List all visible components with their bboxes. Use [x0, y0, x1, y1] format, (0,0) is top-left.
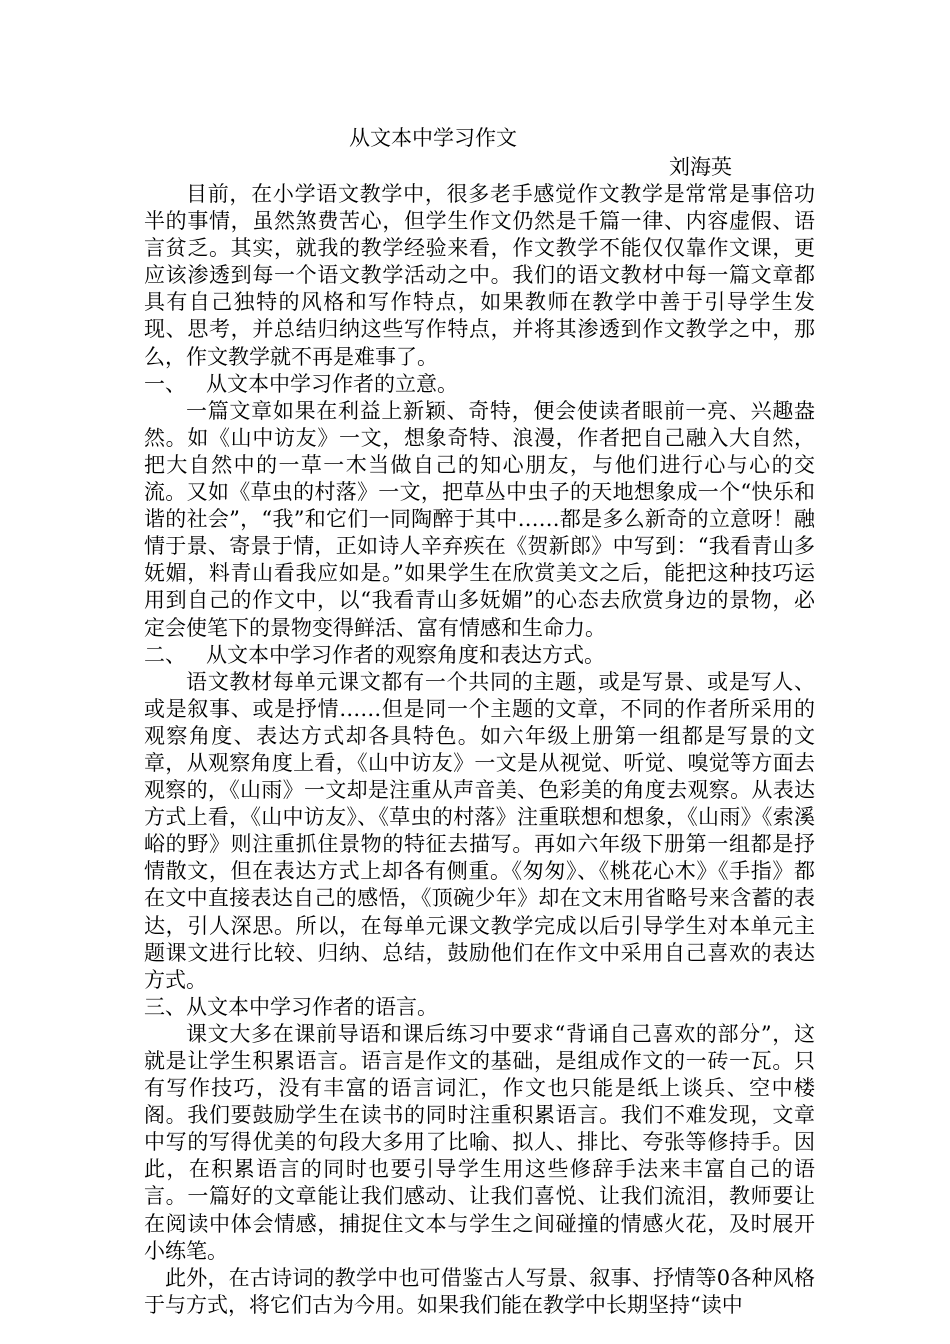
section-1-paragraph: 一篇文章如果在利益上新颖、奇特，便会使读者眼前一亮、兴趣盎然。如《山中访友》一文，想象奇特、浪漫，作者把自己融入大自然，把大自然中的一草一木当做自己的知心朋友，与他们进行心与心的交流。又如《草虫的村落》一文，把草丛中虫子的天地想象成一个“快乐和谐的社会”，“我”和它们一同陶醉于其中……都是多么新奇的立意呀！融情于景、寄景于情，正如诗人辛弃疾在《贺新郎》中写到：“我看青山多妩媚，料青山看我应如是。”如果学生在欣赏美文之后，能把这种技巧运用到自己的作文中，以“我看青山多妩媚”的心态去欣赏身边的景物，必定会使笔下的景物变得鲜活、富有情感和生命力。	[144, 398, 815, 640]
closing-paragraph: 此外，在古诗词的教学中也可借鉴古人写景、叙事、抒情等0各种风格于与方式，将它们古为今用。如果我们能在教学中长期坚持“读中	[144, 1265, 815, 1317]
document-title: 从文本中学习作文	[349, 126, 517, 150]
intro-paragraph: 目前，在小学语文教学中，很多老手感觉作文教学是常常是事倍功半的事情，虽然煞费苦心，但学生作文仍然是千篇一律、内容虚假、语言贫乏。其实，就我的教学经验来看，作文教学不能仅仅靠作文课，更应该渗透到每一个语文教学活动之中。我们的语文教材中每一篇文章都具有自己独特的风格和写作特点，如果教师在教学中善于引导学生发现、思考，并总结归纳这些写作特点，并将其渗透到作文教学之中，那么，作文教学就不再是难事了。	[144, 182, 815, 369]
section-3-heading: 三、从文本中学习作者的语言。	[144, 994, 438, 1019]
section-1-heading: 一、 从文本中学习作者的立意。	[144, 371, 459, 396]
section-3-paragraph: 课文大多在课前导语和课后练习中要求“背诵自己喜欢的部分”，这就是让学生积累语言。语言是作文的基础，是组成作文的一砖一瓦。只有写作技巧，没有丰富的语言词汇，作文也只能是纸上谈兵、空中楼阁。我们要鼓励学生在读书的同时注重积累语言。我们不难发现，文章中写的写得优美的句段大多用了比喻、拟人、排比、夸张等修持手。因此，在积累语言的同时也要引导学生用这些修辞手法来丰富自己的语言。一篇好的文章能让我们感动、让我们喜悦、让我们流泪，教师要让在阅读中体会情感，捕捉住文本与学生之间碰撞的情感火花，及时展开小练笔。	[144, 1021, 815, 1263]
section-2-heading: 二、 从文本中学习作者的观察角度和表达方式。	[144, 642, 606, 667]
document-body	[144, 118, 815, 1319]
document-author: 刘海英	[669, 155, 732, 179]
section-2-paragraph: 语文教材每单元课文都有一个共同的主题，或是写景、或是写人、或是叙事、或是抒情……但是同一个主题的文章，不同的作者所采用的观察角度、表达方式却各具特色。如六年级上册第一组都是写景的文章，从观察角度上看，《山中访友》一文是从视觉、听觉、嗅觉等方面去观察的，《山雨》一文却是注重从声音美、色彩美的角度去观察。从表达方式上看，《山中访友》、《草虫的村落》注重联想和想象，《山雨》《索溪峪的野》则注重抓住景物的特征去描写。再如六年级下册第一组都是抒情散文，但在表达方式上却各有侧重。《匆匆》、《桃花心木》《手指》都在文中直接表达自己的感悟，《顶碗少年》却在文末用省略号来含蓄的表达，引人深思。所以，在每单元课文教学完成以后引导学生对本单元主题课文进行比较、归纳、总结，鼓励他们在作文中采用自己喜欢的表达方式。	[144, 669, 815, 992]
